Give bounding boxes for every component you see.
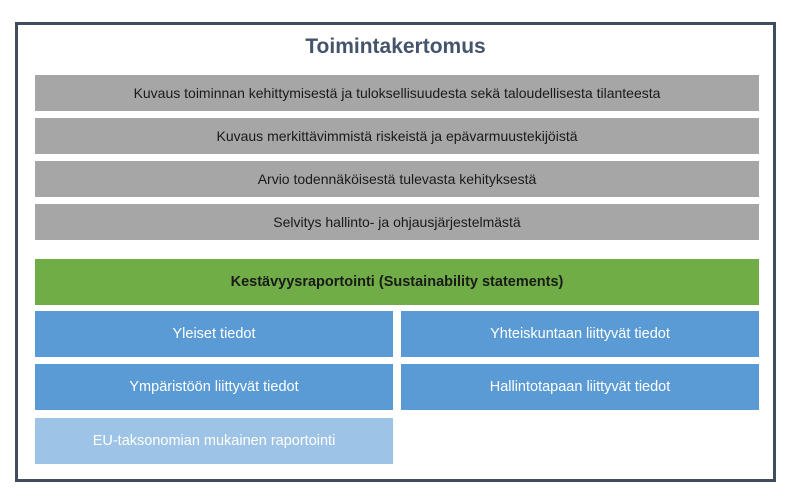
governance-label: Hallintotapaan liittyvät tiedot <box>489 379 671 395</box>
sustainability-environmental-box <box>35 364 393 410</box>
section-label: Selvitys hallinto- ja ohjausjärjestelmästä <box>273 214 521 230</box>
section-business-development <box>35 75 759 111</box>
sustainability-governance-box <box>401 364 759 410</box>
section-governance-system <box>35 204 759 240</box>
social-label: Yhteiskuntaan liittyvät tiedot <box>490 326 670 342</box>
sustainability-header <box>35 259 759 305</box>
eu-taxonomy-label: EU-taksonomian mukainen raportointi <box>92 433 336 449</box>
section-future-outlook <box>35 161 759 197</box>
section-label: Arvio todennäköisestä tulevasta kehityksestä <box>257 171 537 187</box>
section-label: Kuvaus merkittävimmistä riskeistä ja epävarmuustekijöistä <box>216 128 578 144</box>
environmental-label: Ympäristöön liittyvät tiedot <box>129 379 299 395</box>
diagram-title: Toimintakertomus <box>305 35 486 58</box>
sustainability-header-label: Kestävyysraportointi (Sustainability statements) <box>230 274 564 290</box>
sustainability-social-box <box>401 311 759 357</box>
section-label: Kuvaus toiminnan kehittymisestä ja tuloksellisuudesta sekä taloudellisesta tilanteesta <box>133 85 661 101</box>
general-label: Yleiset tiedot <box>172 326 256 342</box>
sustainability-general-box <box>35 311 393 357</box>
section-risks <box>35 118 759 154</box>
report-frame <box>15 22 776 482</box>
eu-taxonomy-box <box>35 418 393 464</box>
